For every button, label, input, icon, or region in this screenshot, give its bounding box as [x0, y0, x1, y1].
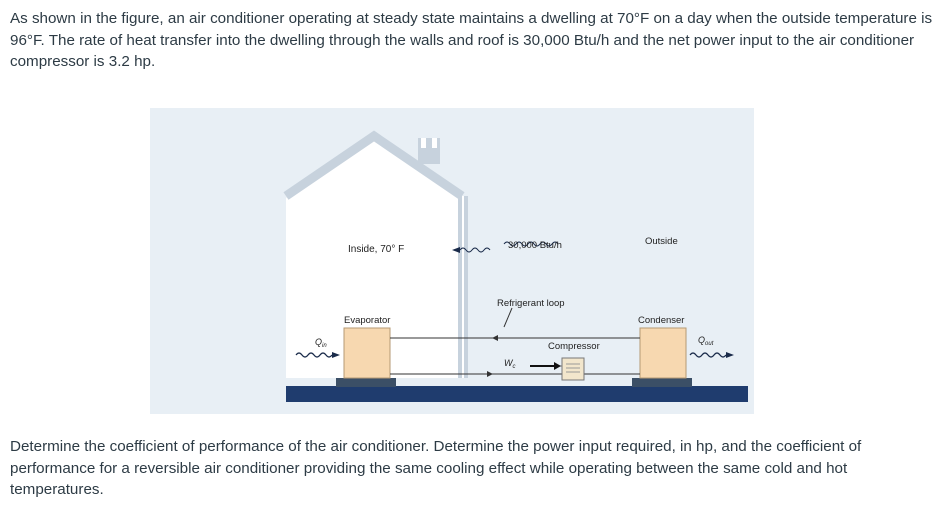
condenser-base	[632, 378, 692, 387]
q-in-subscript: in	[322, 343, 327, 349]
problem-question: Determine the coefficient of performance of the air conditioner. Determine the power input required, in hp, and the coefficient of performance for a reversible air conditioner providing the same cooling effect while operating between the same cold and hot temperatures.	[10, 438, 862, 498]
q-in-symbol: Q	[315, 337, 323, 347]
refrigerant-loop-label: Refrigerant loop	[497, 298, 565, 309]
condenser-unit	[640, 328, 686, 378]
w-subscript: c	[512, 364, 516, 370]
inside-label: Inside, 70° F	[348, 244, 405, 255]
compressor-unit	[562, 358, 584, 380]
condenser-label: Condenser	[638, 315, 685, 326]
ground	[286, 386, 748, 402]
problem-intro: As shown in the figure, an air conditioner operating at steady state maintains a dwelling at 70°F on a day when the outside temperature is 96°F. The rate of heat transfer into the dwelling through the walls and roof is 30,000 Btu/h and the net power input to the air conditioner compressor is 3.2 hp.	[10, 10, 933, 70]
air-conditioner-figure	[150, 108, 754, 414]
outside-label: Outside	[645, 236, 678, 247]
evaporator-base	[336, 378, 396, 387]
w-symbol: W	[504, 358, 513, 368]
compressor-label: Compressor	[548, 341, 600, 352]
evaporator-label: Evaporator	[344, 315, 391, 326]
evaporator-unit	[344, 328, 390, 378]
q-out-symbol: Q	[698, 335, 706, 345]
heat-rate-label: 30,000 Btu/h	[508, 240, 562, 251]
q-out-subscript: out	[705, 341, 714, 347]
